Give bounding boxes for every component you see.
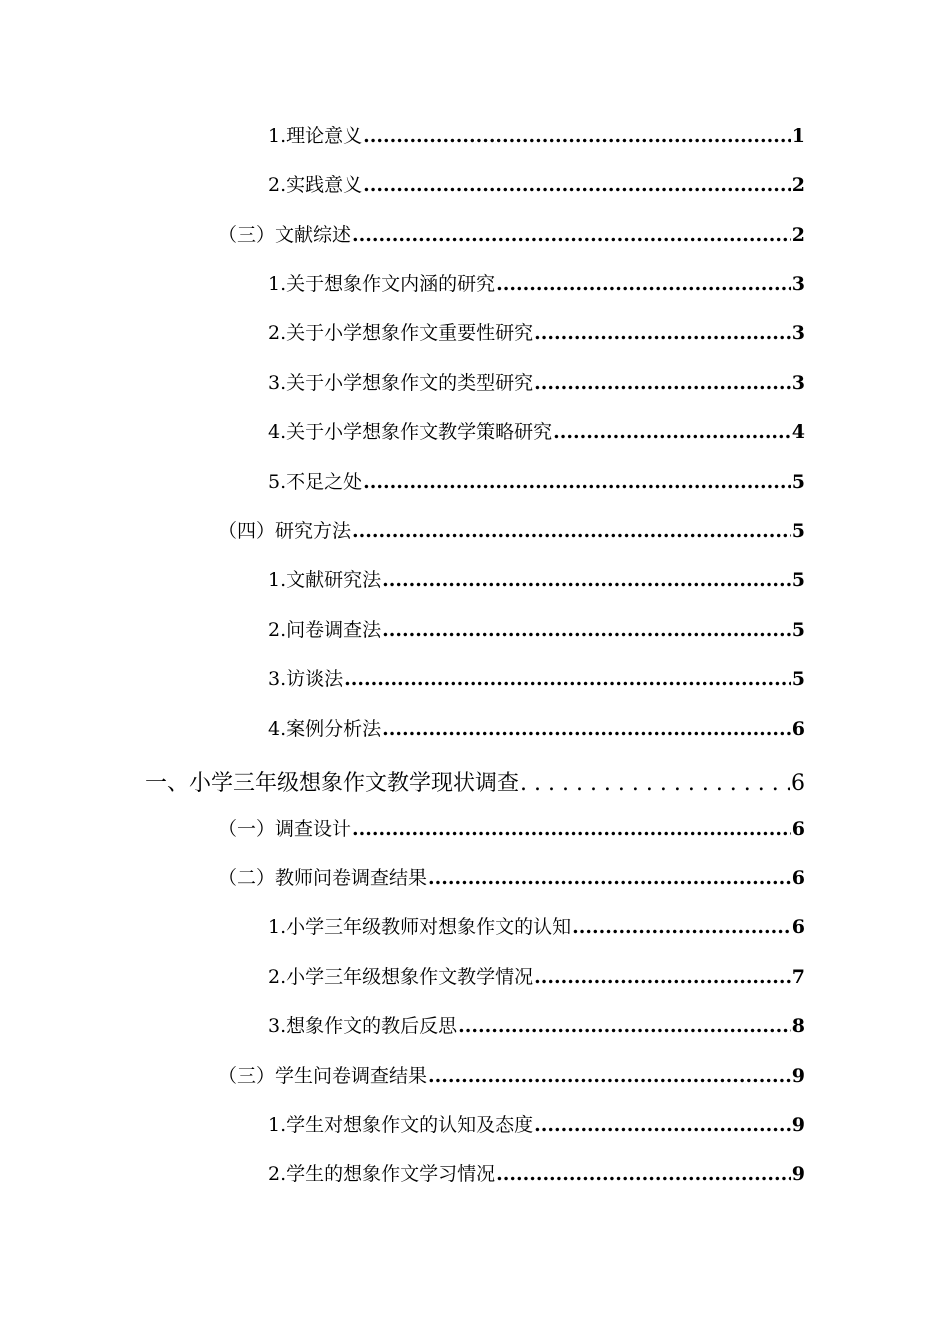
toc-page-number: 6	[791, 718, 805, 740]
toc-page-number: 2	[791, 224, 805, 246]
toc-entry[interactable]	[268, 271, 805, 297]
toc-entry-label: 4.案例分析法	[268, 718, 382, 740]
toc-page-number: 3	[791, 273, 805, 295]
toc-entry-label: （四）研究方法	[218, 520, 352, 542]
toc-leader	[534, 320, 791, 346]
toc-entry-label: 2.学生的想象作文学习情况	[268, 1163, 496, 1185]
toc-entry[interactable]	[268, 716, 805, 742]
toc-chapter-entry[interactable]	[145, 769, 805, 799]
toc-leader	[534, 1112, 791, 1138]
toc-leader	[344, 666, 791, 692]
toc-entry-label: 1.学生对想象作文的认知及态度	[268, 1114, 534, 1136]
toc-leader	[363, 123, 791, 149]
toc-leader	[382, 716, 791, 742]
toc-page-number: 5	[791, 619, 805, 641]
toc-entry[interactable]	[268, 617, 805, 643]
toc-leader	[352, 222, 791, 248]
toc-page-number: 5	[791, 520, 805, 542]
toc-entry-label: 5.不足之处	[268, 471, 363, 493]
toc-entry-label: （二）教师问卷调查结果	[218, 867, 428, 889]
toc-page-number: 2	[791, 174, 805, 196]
toc-page-number: 5	[791, 569, 805, 591]
toc-entry-label: 2.实践意义	[268, 174, 363, 196]
toc-entry[interactable]	[268, 172, 805, 198]
toc-entry-label: 1.理论意义	[268, 125, 363, 147]
toc-page-number: 4	[791, 421, 805, 443]
toc-page-number: 9	[791, 1065, 805, 1087]
toc-page-number: 6	[791, 867, 805, 889]
toc-entry-label: 3.关于小学想象作文的类型研究	[268, 372, 534, 394]
toc-leader	[382, 617, 791, 643]
toc-entry-label: 1.文献研究法	[268, 569, 382, 591]
toc-entry-label: 4.关于小学想象作文教学策略研究	[268, 421, 553, 443]
toc-entry[interactable]	[218, 222, 805, 248]
toc-page-number: 3	[791, 372, 805, 394]
toc-entry[interactable]	[268, 1161, 805, 1187]
toc-leader	[352, 518, 791, 544]
toc-entry-label: 1.小学三年级教师对想象作文的认知	[268, 916, 572, 938]
toc-entry[interactable]	[268, 320, 805, 346]
toc-entry[interactable]	[268, 370, 805, 396]
toc-page-number: 5	[791, 471, 805, 493]
toc-entry[interactable]	[218, 518, 805, 544]
toc-entry[interactable]	[218, 816, 805, 842]
toc-page-number: 9	[791, 1114, 805, 1136]
toc-entry-label: （三）学生问卷调查结果	[218, 1065, 428, 1087]
toc-entry[interactable]	[268, 1013, 805, 1039]
toc-entry-label: （三）文献综述	[218, 224, 352, 246]
toc-entry[interactable]	[268, 419, 805, 445]
toc-entry-label: （一）调查设计	[218, 818, 352, 840]
toc-leader	[534, 370, 791, 396]
toc-entry-label: 2.小学三年级想象作文教学情况	[268, 966, 534, 988]
toc-entry[interactable]	[268, 914, 805, 940]
toc-entry[interactable]	[268, 469, 805, 495]
toc-page-number: 6	[791, 818, 805, 840]
toc-leader	[382, 567, 791, 593]
toc-leader	[428, 865, 791, 891]
toc-entry[interactable]	[268, 964, 805, 990]
toc-entry[interactable]	[218, 1063, 805, 1089]
toc-page-number: 7	[791, 966, 805, 988]
toc-entry-label: 一、小学三年级想象作文教学现状调查	[145, 771, 520, 796]
toc-leader	[572, 914, 791, 940]
toc-entry[interactable]	[268, 123, 805, 149]
toc-entry[interactable]	[268, 666, 805, 692]
toc-entry[interactable]	[268, 567, 805, 593]
toc-entry-label: 1.关于想象作文内涵的研究	[268, 273, 496, 295]
toc-leader	[520, 769, 790, 799]
toc-leader	[363, 469, 791, 495]
toc-leader	[496, 1161, 791, 1187]
toc-page-number: 6	[791, 771, 805, 796]
toc-leader	[352, 816, 791, 842]
toc-page-number: 1	[791, 125, 805, 147]
toc-page-number: 8	[791, 1015, 805, 1037]
toc-entry[interactable]	[218, 865, 805, 891]
toc-leader	[496, 271, 791, 297]
toc-entry-label: 3.访谈法	[268, 668, 344, 690]
toc-entry-label: 2.关于小学想象作文重要性研究	[268, 322, 534, 344]
toc-leader	[534, 964, 791, 990]
toc-entry-label: 2.问卷调查法	[268, 619, 382, 641]
toc-page-number: 3	[791, 322, 805, 344]
toc-leader	[428, 1063, 791, 1089]
toc-entry[interactable]	[268, 1112, 805, 1138]
toc-leader	[553, 419, 791, 445]
toc-leader	[363, 172, 791, 198]
toc-page-number: 5	[791, 668, 805, 690]
toc-page-number: 9	[791, 1163, 805, 1185]
toc-entry-label: 3.想象作文的教后反思	[268, 1015, 458, 1037]
toc-leader	[458, 1013, 791, 1039]
toc-page-number: 6	[791, 916, 805, 938]
